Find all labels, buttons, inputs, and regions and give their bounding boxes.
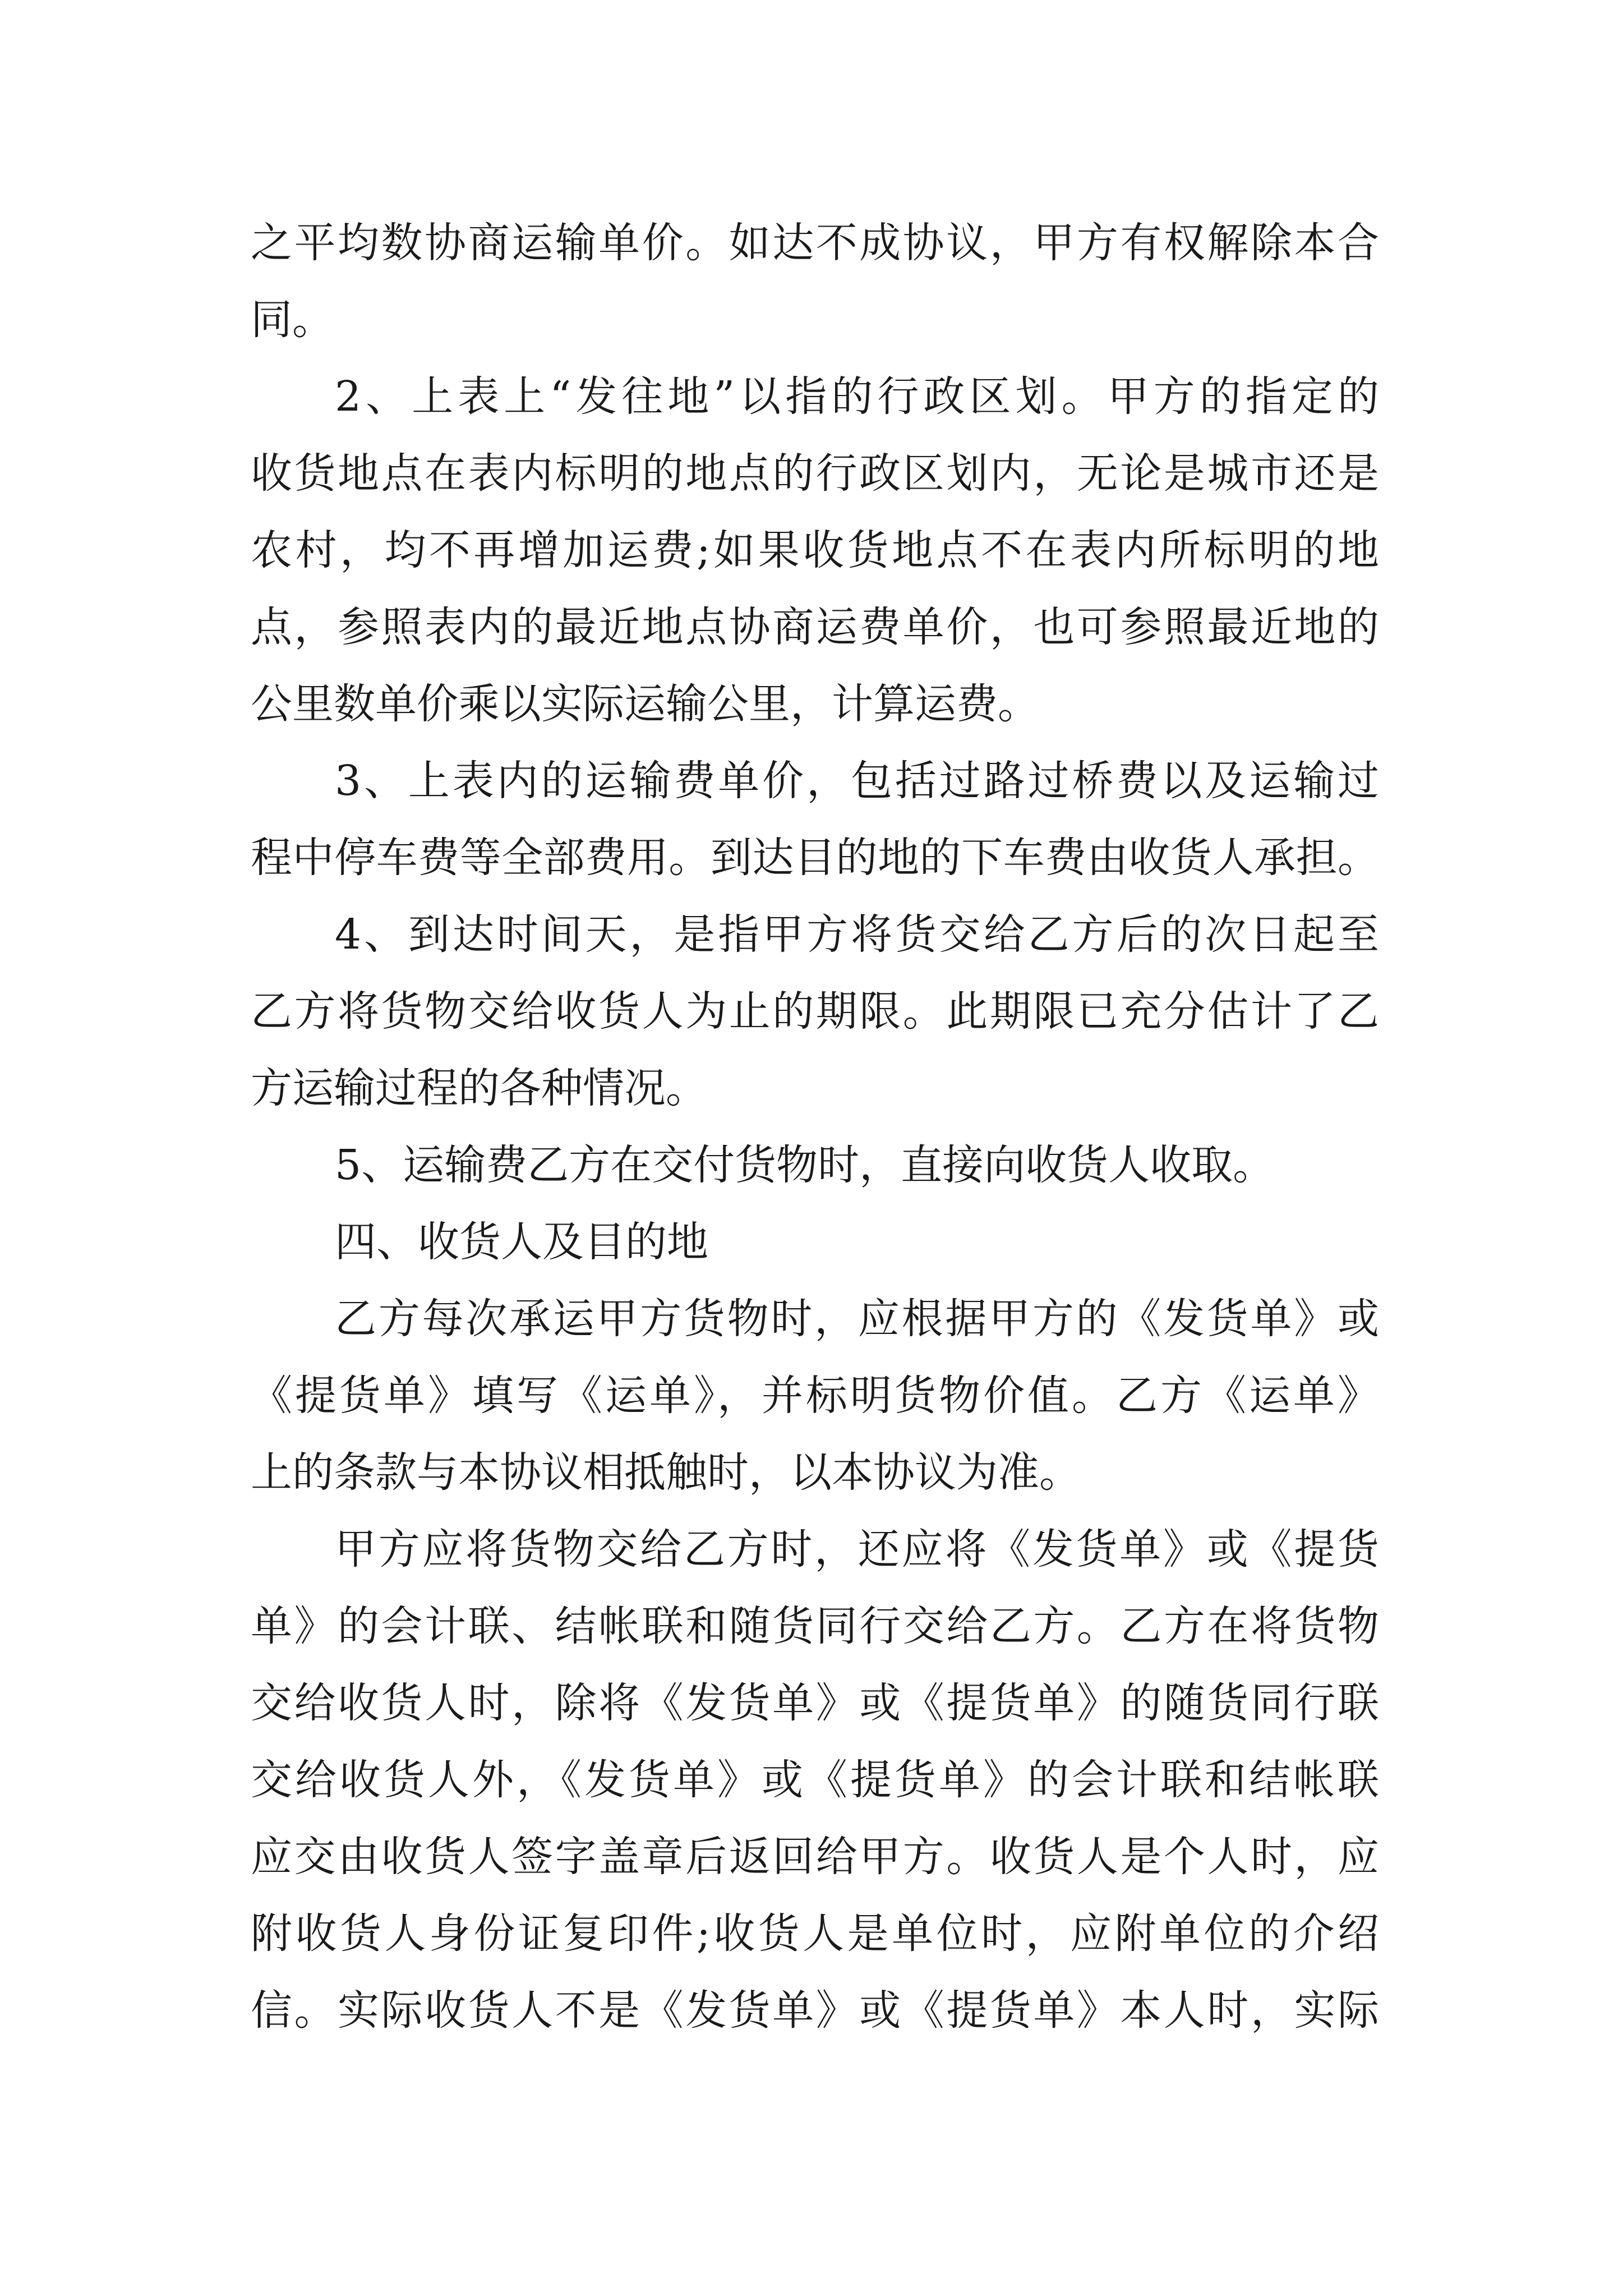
text-line: 收货地点在表内标明的地点的行政区划内，无论是城市还是	[251, 449, 1379, 498]
text-line: 之平均数协商运输单价。如达不成协议，甲方有权解除本合	[251, 219, 1379, 267]
text-line: 乙方将货物交给收货人为止的期限。此期限已充分估计了乙	[251, 987, 1379, 1036]
text-line: 3、上表内的运输费单价，包括过路过桥费以及运输过	[335, 757, 1379, 805]
text-line: 甲方应将货物交给乙方时，还应将《发货单》或《提货	[335, 1525, 1379, 1573]
text-line: 《提货单》填写《运单》，并标明货物价值。乙方《运单》	[251, 1372, 1379, 1420]
text-line: 附收货人身份证复印件;收货人是单位时，应附单位的介绍	[251, 1910, 1379, 1958]
text-line: 应交由收货人签字盖章后返回给甲方。收货人是个人时，应	[251, 1833, 1379, 1881]
text-line: 公里数单价乘以实际运输公里，计算运费。	[251, 680, 1039, 728]
text-line: 交给收货人外，《发货单》或《提货单》的会计联和结帐联	[251, 1756, 1379, 1804]
text-line: 2、上表上“发往地”以指的行政区划。甲方的指定的	[335, 372, 1379, 421]
text-line: 农村，均不再增加运费;如果收货地点不在表内所标明的地	[251, 526, 1379, 574]
text-line: 同。	[251, 296, 334, 344]
text-line: 单》的会计联、结帐联和随货同行交给乙方。乙方在将货物	[251, 1602, 1379, 1650]
text-line: 程中停车费等全部费用。到达目的地的下车费由收货人承担。	[251, 834, 1379, 882]
text-line: 5、运输费乙方在交付货物时，直接向收货人收取。	[335, 1141, 1275, 1189]
text-line: 点，参照表内的最近地点协商运费单价，也可参照最近地的	[251, 603, 1379, 651]
document-body	[251, 205, 1379, 2049]
text-line: 上的条款与本协议相抵触时，以本协议为准。	[251, 1448, 1081, 1497]
text-line: 信。实际收货人不是《发货单》或《提货单》本人时，实际	[251, 1986, 1379, 2035]
text-line: 4、到达时间天，是指甲方将货交给乙方后的次日起至	[335, 910, 1379, 959]
text-line: 乙方每次承运甲方货物时，应根据甲方的《发货单》或	[335, 1295, 1379, 1343]
text-line: 交给收货人时，除将《发货单》或《提货单》的随货同行联	[251, 1679, 1379, 1727]
text-line: 四、收货人及目的地	[335, 1218, 708, 1266]
text-line: 方运输过程的各种情况。	[251, 1064, 707, 1112]
